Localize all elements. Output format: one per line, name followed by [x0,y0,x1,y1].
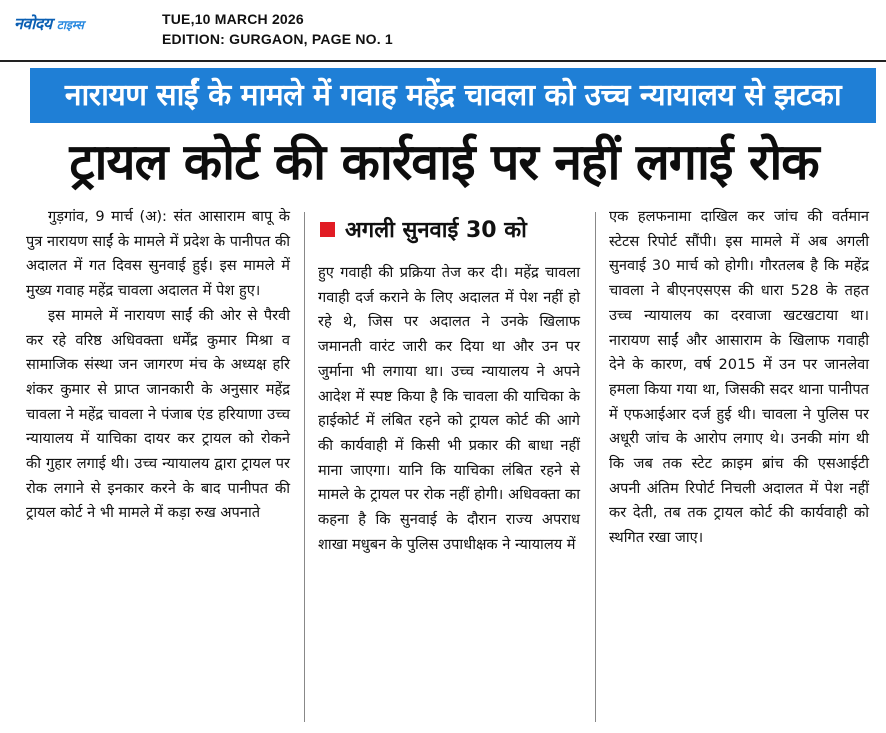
article-paragraph: इस मामले में नारायण साईं की ओर से पैरवी कर रहे वरिष्ठ अधिवक्ता धर्मेंद्र कुमार मिश्रा व सामाजिक संस्था जन जागरण मंच के अध्यक्ष हरि शंकर कुमार से प्राप्त जानकारी के अनुसार महेंद्र चावला ने महेंद्र चावला ने पंजाब एंड हरियाणा उच्च न्यायालय में याचिका दायर कर ट्रायल को रोकने की गुहार लगाई थी। उच्च न्यायालय द्वारा ट्रायल पर रोक लगाने से इनकार करने के बाद पानीपत की ट्रायल कोर्ट ने भी मामले में कड़ा रुख अपनाते [26,306,290,522]
article-column-2 [318,261,580,557]
subheading-text: अगली सुनवाई 30 को [345,218,527,243]
banner-strip [30,68,876,123]
column-divider [304,212,305,722]
article-paragraph: एक हलफनामा दाखिल कर जांच की वर्तमान स्टेटस रिपोर्ट सौंपी। इस मामले में अब अगली सुनवाई 30 मार्च को होगी। गौरतलब है कि महेंद्र चावला ने बीएनएसएस की धारा 528 के तहत उच्च न्यायालय का दरवाजा खटखटाया था। नारायण साईं और आसाराम के खिलाफ गवाही देने के कारण, वर्ष 2015 में उन पर जानलेवा हमला किया गया था, जिसकी सदर थाना पानीपत में एफआईआर दर्ज हुई थी। चावला ने पुलिस पर अधूरी जांच के आरोप लगाए थे। उनकी मांग थी कि जब तक स्टेट क्राइम ब्रांच की एसआईटी अपनी अंतिम रिपोर्ट निचली अदालत में पेश नहीं कर देती, तब तक ट्रायल कोर्ट की कार्यवाही को स्थगित रखा जाए। [609,208,869,547]
edition-page: EDITION: GURGAON, PAGE NO. 1 [162,31,393,47]
banner-headline: नारायण साईं के मामले में गवाह महेंद्र चावला को उच्च न्यायालय से झटका [64,78,842,113]
article-column-3 [609,205,869,551]
logo-sub-text: टाइम्स [56,18,84,32]
article-paragraph: गुड़गांव, 9 मार्च (अ): संत आसाराम बापू के पुत्र नारायण साईं के मामले में प्रदेश के पानीपत की अदालत में गत दिवस सुनवाई हुई। इस मामले में मुख्य गवाह महेंद्र चावला अदालत में पेश हुए। [26,208,290,300]
main-headline: ट्रायल कोर्ट की कार्रवाई पर नहीं लगाई रोक [69,133,819,191]
article-column-1 [26,205,290,526]
header-divider [0,60,886,62]
masthead [0,0,886,58]
column-divider [595,212,596,722]
article-paragraph: हुए गवाही की प्रक्रिया तेज कर दी। महेंद्र चावला गवाही दर्ज कराने के लिए अदालत में पेश नहीं हो रहे थे, जिस पर अदालत ने उनके खिलाफ जमानती वारंट जारी कर दिया था और उन पर जुर्माना भी लगाया था। उच्च न्यायालय ने अपने आदेश में स्पष्ट किया है कि चावला की याचिका के हाईकोर्ट में लंबित रहने को ट्रायल कोर्ट की आगे की कार्यवाही में किसी भी प्रकार की बाधा नहीं माना जाएगा। यानि कि याचिका लंबित रहने से मामले के ट्रायल पर रोक नहीं होगी। अधिवक्ता का कहना है कि सुनवाई के दौरान राज्य अपराध शाखा मधुबन के पुलिस उपाधीक्षक ने न्यायालय में [318,264,580,553]
edition-info [162,9,393,49]
newspaper-logo [14,12,84,34]
subheading [320,214,527,248]
logo-main-text: नवोदय [14,14,52,33]
publication-date: TUE,10 MARCH 2026 [162,11,304,27]
red-square-bullet [320,222,335,237]
